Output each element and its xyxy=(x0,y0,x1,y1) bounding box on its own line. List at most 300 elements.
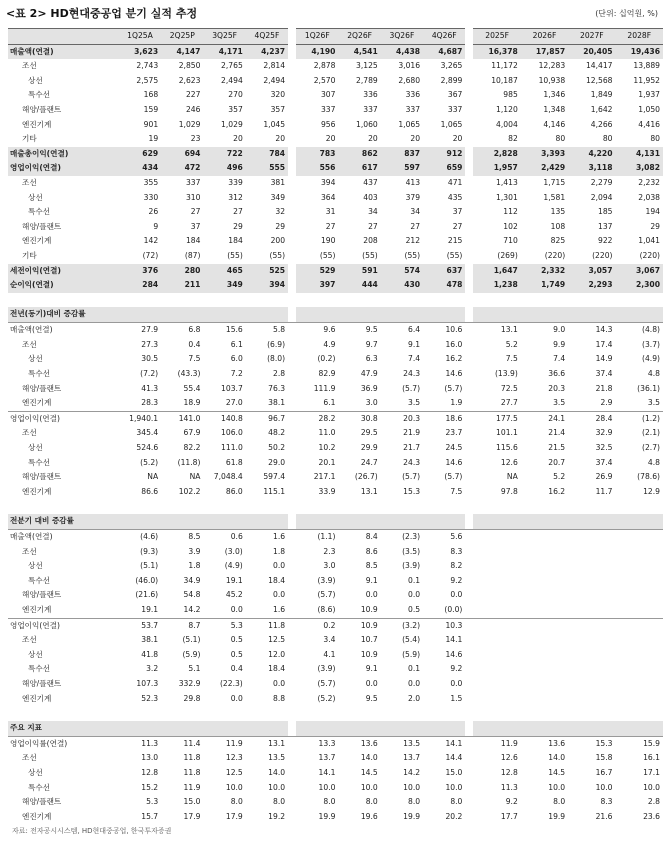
column-gap xyxy=(288,44,296,59)
table-cell xyxy=(616,293,663,308)
table-cell: 4,266 xyxy=(590,119,613,129)
column-gap xyxy=(465,249,473,264)
table-cell: 7.5 xyxy=(188,354,201,364)
column-gap xyxy=(465,603,473,618)
table-cell: (55) xyxy=(319,250,336,260)
column-header: 2028F xyxy=(616,29,663,45)
table-row xyxy=(8,574,663,589)
table-cell: 2,300 xyxy=(616,278,663,293)
table-cell: 80 xyxy=(555,134,566,144)
table-cell: 0.4 xyxy=(188,339,201,349)
table-cell: 12.3 xyxy=(225,753,243,763)
table-cell: 27 xyxy=(190,207,201,217)
table-cell: 10.0 xyxy=(403,782,421,792)
table-cell: (5.1) xyxy=(140,561,159,571)
table-cell xyxy=(568,588,615,603)
table-cell: 10.0 xyxy=(595,782,613,792)
table-cell xyxy=(473,706,520,721)
column-gap xyxy=(465,147,473,162)
table-cell xyxy=(616,706,663,721)
table-cell: 397 xyxy=(296,278,338,293)
table-cell xyxy=(616,618,663,633)
table-cell: 34.9 xyxy=(183,575,201,585)
column-gap xyxy=(288,29,296,45)
table-cell: 27 xyxy=(452,221,463,231)
table-cell: 27 xyxy=(410,221,421,231)
table-cell: 4.8 xyxy=(647,369,660,379)
table-cell: 17.9 xyxy=(183,811,201,821)
table-cell: (4.9) xyxy=(224,561,243,571)
table-cell: 115.1 xyxy=(263,486,286,496)
table-cell: (3.9) xyxy=(317,664,336,674)
column-gap xyxy=(465,264,473,279)
table-cell: 246 xyxy=(185,104,201,114)
table-cell: 10.2 xyxy=(318,443,336,453)
column-gap xyxy=(288,278,296,293)
table-cell: 3,118 xyxy=(568,161,615,176)
row-label xyxy=(8,706,119,721)
table-cell: NA xyxy=(506,472,518,482)
table-cell: 27.9 xyxy=(119,323,161,338)
table-cell: 11,952 xyxy=(633,75,660,85)
table-cell: (5.4) xyxy=(402,635,421,645)
column-gap xyxy=(288,293,296,308)
table-cell: 10.0 xyxy=(548,782,566,792)
column-gap xyxy=(288,781,296,796)
table-cell: 27.0 xyxy=(225,398,243,408)
table-cell: 8.3 xyxy=(600,797,613,807)
unit-label: (단위: 십억원, %) xyxy=(595,9,658,18)
table-cell: 21.7 xyxy=(403,443,421,453)
table-cell: 13.5 xyxy=(268,753,286,763)
table-cell: (5.7) xyxy=(444,383,463,393)
table-cell: 24.3 xyxy=(403,457,421,467)
table-cell: 16.7 xyxy=(595,767,613,777)
table-cell xyxy=(616,633,663,648)
table-cell: 3.2 xyxy=(146,664,159,674)
table-cell: (7.2) xyxy=(140,369,159,379)
table-cell: 108 xyxy=(550,221,566,231)
table-cell: 2.8 xyxy=(647,797,660,807)
table-cell: 9.2 xyxy=(505,797,518,807)
table-cell: 13,889 xyxy=(633,61,660,71)
table-cell: 24.7 xyxy=(360,457,378,467)
table-cell: (72) xyxy=(142,250,159,260)
table-cell: 6.8 xyxy=(161,323,203,338)
column-gap xyxy=(465,736,473,751)
table-cell: 2,828 xyxy=(473,147,520,162)
table-cell: 20 xyxy=(325,134,336,144)
table-cell: 0.0 xyxy=(408,678,421,688)
table-cell: 19.9 xyxy=(403,811,421,821)
row-label: 해양/플랜트 xyxy=(22,797,62,807)
table-cell: 140.8 xyxy=(203,411,245,426)
column-gap xyxy=(288,633,296,648)
table-row xyxy=(8,648,663,663)
table-row xyxy=(8,499,663,514)
column-gap xyxy=(288,499,296,514)
table-cell: 1.8 xyxy=(188,561,201,571)
column-header: 2025F xyxy=(473,29,520,45)
table-cell: 1,065 xyxy=(398,119,421,129)
table-cell xyxy=(203,499,245,514)
table-cell: 20,405 xyxy=(568,44,615,59)
table-cell: 284 xyxy=(119,278,161,293)
table-cell xyxy=(473,499,520,514)
table-cell xyxy=(473,545,520,560)
table-cell: 12.9 xyxy=(643,486,660,496)
table-row xyxy=(8,396,663,411)
table-cell: 26 xyxy=(148,207,159,217)
table-cell: 20 xyxy=(452,134,463,144)
table-cell: 345.4 xyxy=(136,428,159,438)
table-cell xyxy=(423,706,465,721)
table-cell: (3.2) xyxy=(381,618,423,633)
table-cell: 14.4 xyxy=(445,753,463,763)
column-gap xyxy=(465,382,473,397)
table-cell xyxy=(521,574,568,589)
table-cell: 5.2 xyxy=(553,472,566,482)
table-cell: 168 xyxy=(143,90,159,100)
table-cell: 34 xyxy=(368,207,378,217)
table-cell: 13.3 xyxy=(296,736,338,751)
column-gap xyxy=(288,323,296,338)
column-header: 2Q26F xyxy=(338,29,380,45)
row-label: 매출액(연결) xyxy=(8,323,119,338)
table-cell: 6.1 xyxy=(230,339,243,349)
table-cell: 55.4 xyxy=(183,383,201,393)
table-cell: 10,938 xyxy=(538,75,566,85)
column-gap xyxy=(465,514,473,530)
table-cell: (269) xyxy=(497,250,518,260)
column-gap xyxy=(288,795,296,810)
table-row xyxy=(8,132,663,147)
table-cell: (8.6) xyxy=(317,604,336,614)
table-cell xyxy=(119,706,161,721)
table-cell: 336 xyxy=(363,90,378,100)
table-cell: 555 xyxy=(246,161,288,176)
table-cell: 11.9 xyxy=(203,736,245,751)
table-cell: 82 xyxy=(508,134,518,144)
row-label xyxy=(8,499,119,514)
row-label: 상선 xyxy=(28,75,43,85)
table-cell: (1.2) xyxy=(616,411,663,426)
table-cell: 16.1 xyxy=(643,753,660,763)
table-row xyxy=(8,118,663,133)
column-gap xyxy=(465,574,473,589)
table-cell: 7.5 xyxy=(450,486,463,496)
column-gap xyxy=(465,338,473,353)
table-cell: 280 xyxy=(161,264,203,279)
column-gap xyxy=(288,470,296,485)
table-cell: 20.2 xyxy=(445,811,463,821)
table-cell xyxy=(616,514,663,530)
table-cell: 16.2 xyxy=(445,354,463,364)
row-label: 조선 xyxy=(22,546,37,556)
table-cell: 21.8 xyxy=(595,383,613,393)
table-cell: 4,220 xyxy=(568,147,615,162)
table-cell: 20 xyxy=(275,134,286,144)
table-cell: 3.4 xyxy=(323,635,336,645)
table-row xyxy=(8,603,663,618)
column-gap xyxy=(288,574,296,589)
table-cell: 20.3 xyxy=(548,383,566,393)
table-cell xyxy=(473,307,520,323)
table-cell: 2,279 xyxy=(590,177,613,187)
table-cell: 4,147 xyxy=(161,44,203,59)
table-cell: 14.2 xyxy=(403,767,421,777)
table-cell: (5.9) xyxy=(182,649,201,659)
table-cell: 21.6 xyxy=(595,811,613,821)
table-cell: 135 xyxy=(550,207,566,217)
table-cell: (5.7) xyxy=(444,472,463,482)
table-cell: 597 xyxy=(381,161,423,176)
table-cell: 17.9 xyxy=(225,811,243,821)
table-cell xyxy=(521,514,568,530)
row-label: 엔진기계 xyxy=(22,398,52,408)
table-cell: 825 xyxy=(550,236,566,246)
column-header: 2027F xyxy=(568,29,615,45)
table-cell xyxy=(423,307,465,323)
table-cell: 2,765 xyxy=(221,61,243,71)
table-cell: (11.8) xyxy=(177,457,201,467)
table-cell: 10.0 xyxy=(268,782,286,792)
table-row xyxy=(8,382,663,397)
table-cell xyxy=(616,499,663,514)
table-cell: 9.7 xyxy=(365,339,378,349)
table-cell: 1.5 xyxy=(450,693,463,703)
table-cell: 2,680 xyxy=(398,75,421,85)
table-cell: 2,570 xyxy=(313,75,336,85)
table-cell: 2,429 xyxy=(521,161,568,176)
column-gap xyxy=(465,29,473,45)
table-cell: 330 xyxy=(143,192,159,202)
table-cell: 11.9 xyxy=(183,782,201,792)
table-cell: NA xyxy=(147,472,159,482)
column-gap xyxy=(465,677,473,692)
table-cell: 465 xyxy=(203,264,245,279)
table-cell: 18.4 xyxy=(268,664,286,674)
table-cell: 2,038 xyxy=(638,192,660,202)
table-cell xyxy=(246,514,288,530)
table-cell: 14.0 xyxy=(360,753,378,763)
column-gap xyxy=(288,618,296,633)
table-cell: 15.3 xyxy=(568,736,615,751)
table-cell: 18.4 xyxy=(268,575,286,585)
table-row xyxy=(8,633,663,648)
table-cell xyxy=(296,499,338,514)
column-gap xyxy=(465,367,473,382)
table-row xyxy=(8,278,663,293)
column-gap xyxy=(288,545,296,560)
table-cell xyxy=(203,307,245,323)
table-cell: 435 xyxy=(447,192,463,202)
table-cell: 2,293 xyxy=(568,278,615,293)
table-cell: 13.6 xyxy=(521,736,568,751)
table-cell: 3.5 xyxy=(553,398,566,408)
column-gap xyxy=(288,88,296,103)
table-cell: 364 xyxy=(320,192,336,202)
table-cell: 10.0 xyxy=(225,782,243,792)
table-cell: 4.8 xyxy=(647,457,660,467)
column-gap xyxy=(465,411,473,426)
table-cell: 357 xyxy=(270,104,286,114)
table-cell: 4,171 xyxy=(203,44,245,59)
table-cell: 15.0 xyxy=(445,767,463,777)
table-cell: 15.0 xyxy=(183,797,201,807)
table-cell: 8.5 xyxy=(161,530,203,545)
table-cell xyxy=(423,721,465,737)
table-cell xyxy=(568,574,615,589)
table-cell: 7.2 xyxy=(230,369,243,379)
table-cell xyxy=(119,514,161,530)
table-cell: 14.1 xyxy=(318,767,336,777)
table-cell: 3,057 xyxy=(568,264,615,279)
table-cell: 1,413 xyxy=(496,177,518,187)
table-cell: 3.0 xyxy=(323,561,336,571)
column-gap xyxy=(465,766,473,781)
table-cell: 694 xyxy=(161,147,203,162)
table-row xyxy=(8,692,663,707)
table-cell xyxy=(246,706,288,721)
column-gap xyxy=(465,44,473,59)
table-cell: 14.1 xyxy=(445,635,463,645)
column-gap xyxy=(465,618,473,633)
table-cell xyxy=(521,633,568,648)
table-cell: 1,120 xyxy=(496,104,518,114)
table-row xyxy=(8,485,663,500)
table-cell xyxy=(568,603,615,618)
table-cell xyxy=(381,721,423,737)
table-cell: 8.8 xyxy=(273,693,286,703)
table-cell xyxy=(296,514,338,530)
table-cell: 10.0 xyxy=(360,782,378,792)
table-cell: 14.5 xyxy=(548,767,566,777)
table-cell: 142 xyxy=(143,236,159,246)
row-label: 특수선 xyxy=(28,369,51,379)
table-cell: (3.9) xyxy=(317,575,336,585)
table-cell: 29.5 xyxy=(360,428,378,438)
table-cell: 2.3 xyxy=(323,546,336,556)
table-cell: 111.0 xyxy=(221,443,243,453)
row-label xyxy=(8,293,119,308)
table-cell: 106.0 xyxy=(221,428,243,438)
table-row xyxy=(8,781,663,796)
table-cell xyxy=(568,545,615,560)
table-cell xyxy=(161,499,203,514)
table-cell: (6.9) xyxy=(267,339,286,349)
row-label: 해양/플랜트 xyxy=(22,221,62,231)
table-cell: 357 xyxy=(228,104,243,114)
table-cell: 47.9 xyxy=(360,369,378,379)
column-gap xyxy=(465,118,473,133)
row-label: 영업이익률(연결) xyxy=(8,736,119,751)
column-gap xyxy=(465,191,473,206)
table-cell: 12.8 xyxy=(500,767,518,777)
table-cell: (5.7) xyxy=(317,678,336,688)
column-gap xyxy=(465,234,473,249)
table-cell: 32.9 xyxy=(595,428,613,438)
row-label: 조선 xyxy=(22,61,37,71)
table-cell: 1,065 xyxy=(440,119,463,129)
table-cell: 11.8 xyxy=(183,767,201,777)
table-cell: 36.9 xyxy=(360,383,378,393)
table-cell: 617 xyxy=(338,161,380,176)
column-gap xyxy=(465,485,473,500)
table-cell xyxy=(381,293,423,308)
table-cell: 14.1 xyxy=(423,736,465,751)
table-cell: 15.2 xyxy=(141,782,159,792)
table-cell: 30.5 xyxy=(141,354,159,364)
table-cell: 212 xyxy=(405,236,421,246)
column-gap xyxy=(465,293,473,308)
row-label: 해양/플랜트 xyxy=(22,590,62,600)
table-cell: 19,436 xyxy=(616,44,663,59)
table-cell: (5.7) xyxy=(402,383,421,393)
table-cell: 1,045 xyxy=(263,119,286,129)
table-cell: 591 xyxy=(338,264,380,279)
table-cell xyxy=(473,721,520,737)
table-cell: 159 xyxy=(143,104,159,114)
table-cell: (5.7) xyxy=(317,590,336,600)
table-cell: 3,125 xyxy=(356,61,378,71)
table-cell: 3,393 xyxy=(521,147,568,162)
table-cell: 211 xyxy=(161,278,203,293)
table-cell xyxy=(473,618,520,633)
row-label: 매출총이익(연결) xyxy=(8,147,119,162)
table-cell xyxy=(568,648,615,663)
column-gap xyxy=(288,692,296,707)
table-cell: (5.1) xyxy=(182,635,201,645)
table-cell: 8.0 xyxy=(230,797,243,807)
table-cell: 0.0 xyxy=(230,693,243,703)
table-cell xyxy=(568,633,615,648)
table-cell xyxy=(473,662,520,677)
table-cell: (43.3) xyxy=(177,369,201,379)
table-row xyxy=(8,411,663,426)
table-cell: 9.2 xyxy=(450,664,463,674)
column-gap xyxy=(465,426,473,441)
table-cell xyxy=(521,559,568,574)
table-cell: 13.5 xyxy=(381,736,423,751)
column-gap xyxy=(288,441,296,456)
table-cell: 2,494 xyxy=(263,75,286,85)
table-cell: 5.2 xyxy=(505,339,518,349)
table-cell: 29.9 xyxy=(360,443,378,453)
table-cell: 6.1 xyxy=(323,398,336,408)
table-cell: 12,568 xyxy=(585,75,613,85)
table-cell: 0.0 xyxy=(450,590,463,600)
column-gap xyxy=(465,74,473,89)
table-cell: 8.5 xyxy=(365,561,378,571)
table-cell: 367 xyxy=(447,90,463,100)
column-gap xyxy=(288,352,296,367)
table-cell: 11.7 xyxy=(595,486,613,496)
table-cell xyxy=(521,530,568,545)
table-cell: (1.1) xyxy=(296,530,338,545)
table-cell: 349 xyxy=(203,278,245,293)
table-cell: 10.7 xyxy=(360,635,378,645)
table-cell xyxy=(616,721,663,737)
table-cell: 312 xyxy=(228,192,243,202)
table-cell: 13.7 xyxy=(403,753,421,763)
table-cell xyxy=(568,706,615,721)
table-cell xyxy=(521,307,568,323)
table-cell: 112 xyxy=(503,207,518,217)
table-cell: (5.7) xyxy=(402,472,421,482)
table-cell: 2,332 xyxy=(521,264,568,279)
table-cell: 2,743 xyxy=(136,61,159,71)
